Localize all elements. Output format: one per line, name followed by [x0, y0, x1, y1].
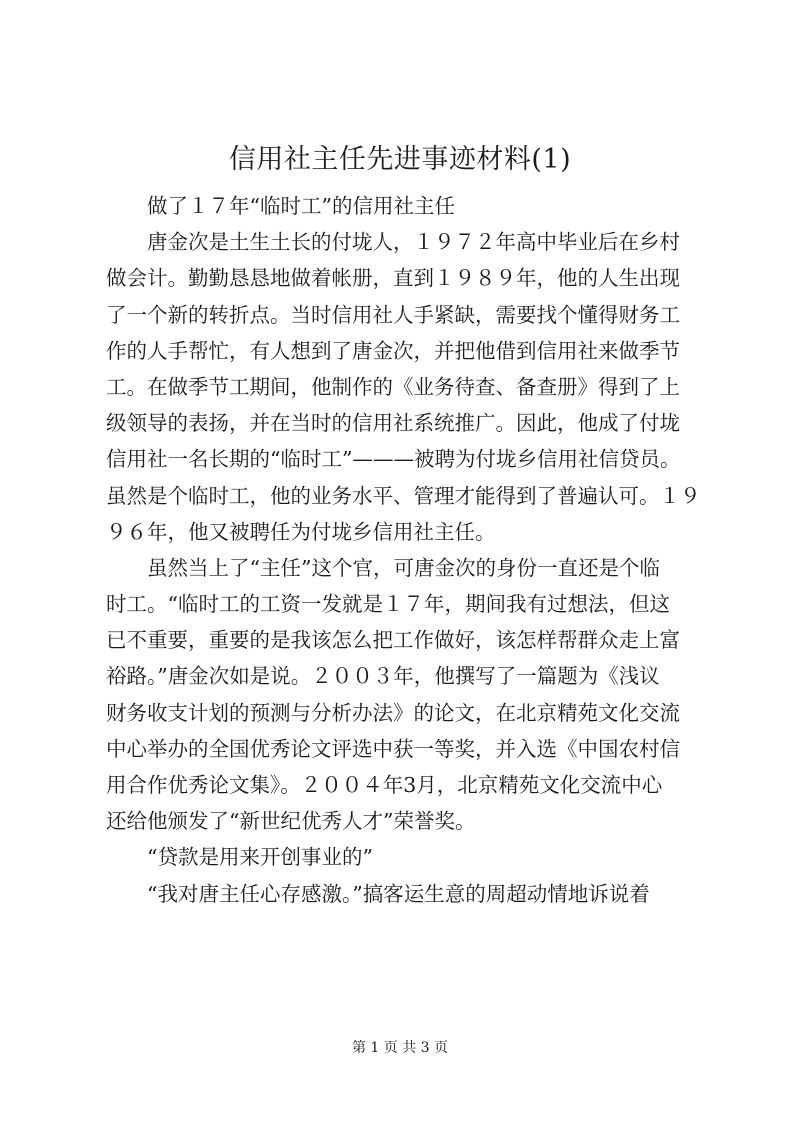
text-line: 级领导的表扬，并在当时的信用社系统推广。因此，他成了付垅	[106, 411, 680, 436]
text-line: 时工。“临时工的工资一发就是１７年，期间我有过想法，但这	[106, 592, 670, 617]
text-line: 了一个新的转折点。当时信用社人手紧缺，需要找个懂得财务工	[106, 302, 680, 327]
text-line: 用合作优秀论文集》。２００４年3月，北京精苑文化交流中心	[106, 773, 663, 797]
text-line: 虽然当上了“主任”这个官，可唐金次的身份一直还是个临	[147, 555, 660, 580]
text-line: 唐金次是土生土长的付垅人，１９７２年高中毕业后在乡村	[147, 230, 680, 255]
text-line: 已不重要，重要的是我该怎么把工作做好，该怎样帮群众走上富	[106, 628, 680, 653]
text-line: 裕路。”唐金次如是说。２００３年，他撰写了一篇题为《浅议	[106, 664, 660, 689]
text-line: 做了１７年“临时工”的信用社主任	[147, 194, 455, 218]
text-line: 工。在做季节工期间，他制作的《业务待查、备查册》得到了上	[106, 374, 680, 399]
text-line: 作的人手帮忙，有人想到了唐金次，并把他借到信用社来做季节	[106, 338, 680, 363]
text-line: 中心举办的全国优秀论文评选中获一等奖，并入选《中国农村信	[106, 736, 680, 761]
text-line: “我对唐主任心存感激。”搞客运生意的周超动情地诉说着	[147, 881, 650, 906]
text-line: 财务收支计划的预测与分析办法》的论文，在北京精苑文化交流	[106, 700, 680, 725]
text-line: ９６年，他又被聘任为付垅乡信用社主任。	[106, 519, 496, 544]
document-body	[106, 188, 706, 912]
page-footer: 第 1 页 共 3 页	[351, 1040, 449, 1056]
document-title: 信用社主任先进事迹材料(1)	[228, 144, 572, 175]
text-line: 虽然是个临时工，他的业务水平、管理才能得到了普遍认可。１９	[106, 483, 701, 508]
text-line: 做会计。勤勤恳恳地做着帐册，直到１９８９年，他的人生出现	[106, 266, 680, 291]
text-line: 还给他颁发了“新世纪优秀人才”荣誉奖。	[106, 809, 476, 834]
text-line: “贷款是用来开创事业的”	[147, 845, 373, 870]
text-line: 信用社一名长期的“临时工”———被聘为付垅乡信用社信贷员。	[106, 447, 681, 472]
